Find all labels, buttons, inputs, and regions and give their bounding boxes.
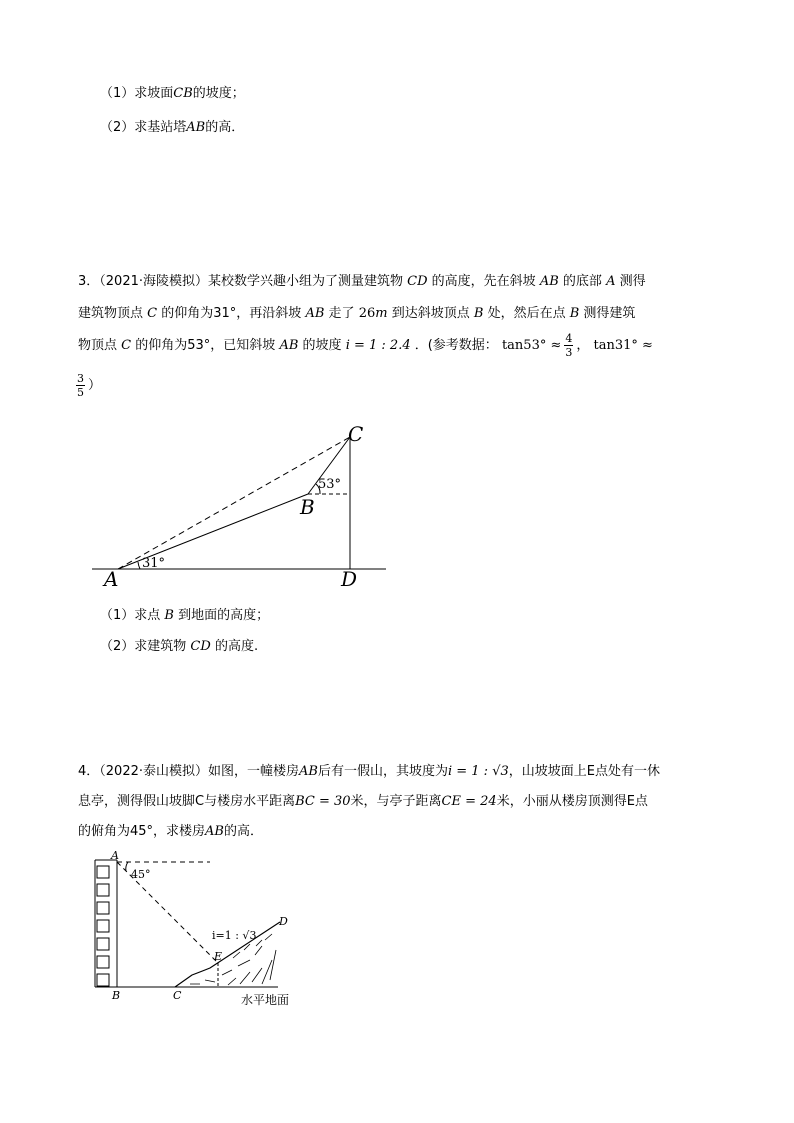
q3-line3: 物顶点 C 的仰角为53°，已知斜坡 AB 的坡度 i = 1 : 2.4 ．(参考数据： tan53° ≈ $\frac{4}{3}$ ， tan31° ≈ [78, 332, 653, 359]
q4-window [97, 884, 109, 896]
q2-part1: （1）求坡面CB的坡度； [100, 86, 245, 101]
q3-angle-53: 53° [318, 477, 342, 492]
q3-label-D: D [341, 567, 358, 591]
q3-label-C: C [348, 422, 364, 446]
q4-line3: 的俯角为45°，求楼房AB的高． [78, 824, 264, 839]
q3-part2: （2）求建筑物 CD 的高度. [100, 639, 259, 654]
q3-part1: （1）求点 B 到地面的高度； [100, 608, 270, 623]
q4-ground-label: 水平地面 [241, 993, 290, 1007]
q4-window [97, 920, 109, 932]
q3-line4: $\frac{3}{5}$ ） [77, 372, 102, 399]
fraction-3-5: $\frac{3}{5}$ [77, 372, 84, 399]
q3-line2: 建筑物顶点 C 的仰角为31°，再沿斜坡 AB 走了 26m 到达斜坡顶点 B 处，然后在点 B 测得建筑 [78, 306, 636, 321]
q4-label-B: B [112, 989, 121, 1002]
q3-label-B: B [300, 495, 315, 519]
q4-label-D: D [279, 915, 288, 928]
q4-label-A: A [111, 849, 119, 862]
q2-part2: （2）求基站塔AB的高． [100, 120, 245, 135]
q3-line1: 3．（2021·海陵模拟）某校数学兴趣小组为了测量建筑物 CD 的高度，先在斜坡 AB 的底部 A 测得 [78, 274, 646, 289]
q3-label-A: A [104, 567, 119, 591]
q4-line2: 息亭，测得假山坡脚C与楼房水平距离BC = 30米，与亭子距离CE = 24米，小丽从楼房顶测得E点 [78, 794, 648, 809]
q4-angle-45: 45° [131, 868, 151, 881]
q3-angle-31: 31° [142, 556, 166, 571]
q4-label-C: C [173, 989, 182, 1002]
q4-angle-arc [126, 862, 128, 871]
q4-window [97, 938, 109, 950]
q4-window [97, 866, 109, 878]
q4-window [97, 974, 109, 986]
fraction-4-3: $\frac{4}{3}$ [565, 332, 573, 359]
q4-window [97, 902, 109, 914]
q4-slope-label: i=1 : √3 [212, 929, 257, 942]
q4-building-windows [97, 866, 109, 986]
q4-window [97, 956, 109, 968]
q4-line1: 4．（2022·泰山模拟）如图，一幢楼房AB后有一假山，其坡度为i = 1 : √3，山坡坡面上E点处有一休 [78, 764, 660, 779]
q4-label-E: E [214, 950, 223, 963]
